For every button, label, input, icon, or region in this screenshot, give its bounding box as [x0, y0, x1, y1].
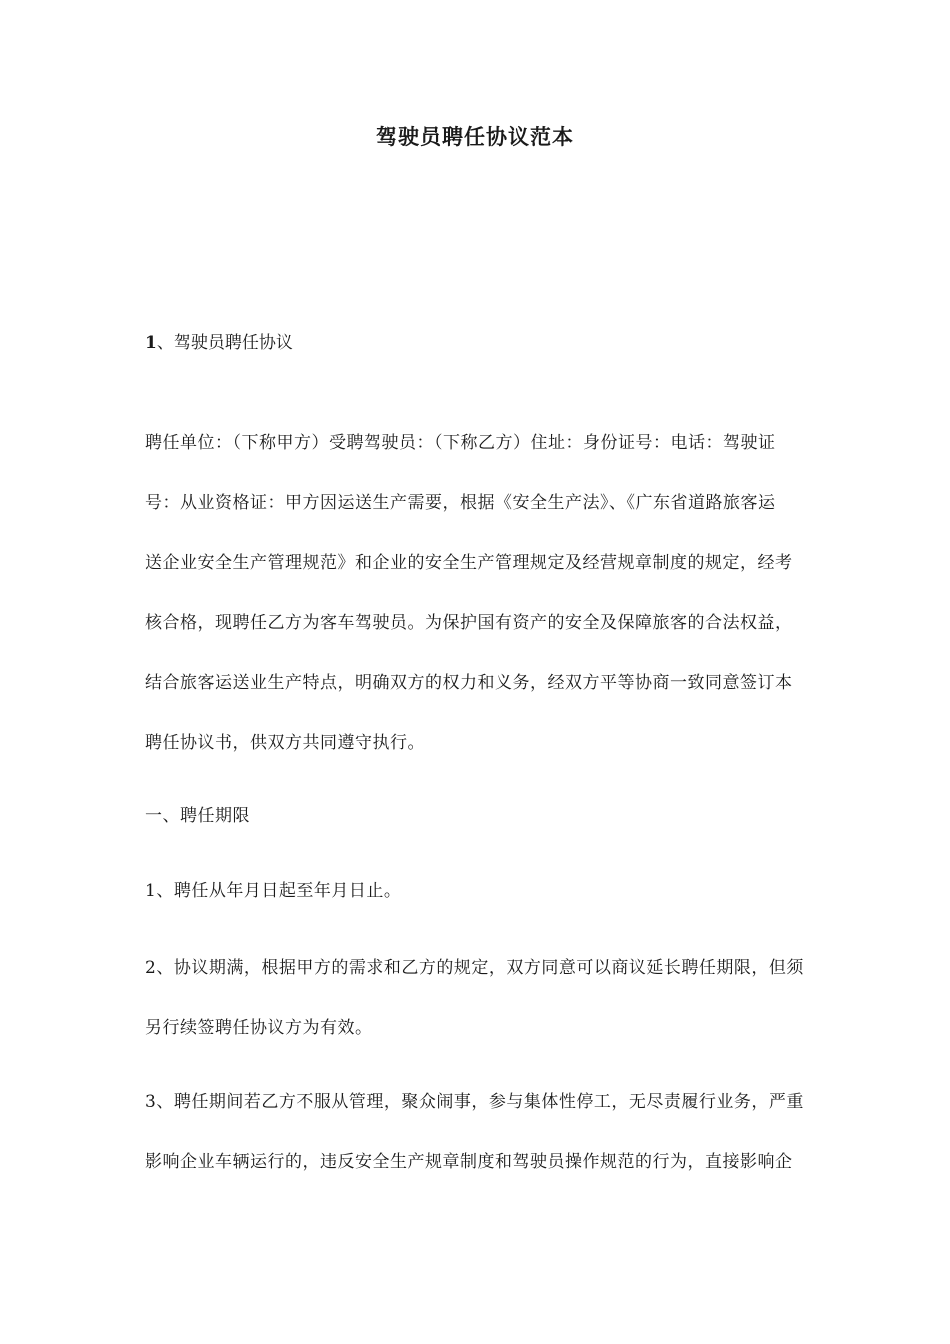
section-number: 1: [145, 333, 157, 353]
clause-line: 另行续签聘任协议方为有效。: [145, 1018, 373, 1038]
clause-2: [145, 938, 805, 1058]
intro-line: 聘任单位：（下称甲方）受聘驾驶员：（下称乙方）住址：身份证号：电话：驾驶证: [145, 433, 776, 453]
clause-line: 2、协议期满，根据甲方的需求和乙方的规定，双方同意可以商议延长聘任期限，但须: [145, 958, 804, 978]
document-title: 驾驶员聘任协议范本: [376, 124, 574, 149]
clause-1: [145, 861, 805, 921]
intro-line: 聘任协议书，供双方共同遵守执行。: [145, 733, 425, 753]
article-one-heading: [145, 786, 805, 846]
section-heading: [145, 330, 293, 356]
intro-line: 结合旅客运送业生产特点，明确双方的权力和义务，经双方平等协商一致同意签订本: [145, 673, 793, 693]
intro-line: 号：从业资格证：甲方因运送生产需要，根据《安全生产法》、《广东省道路旅客运: [145, 493, 776, 513]
clause-line: 1、聘任从年月日起至年月日止。: [145, 881, 402, 901]
section-title: 、驾驶员聘任协议: [156, 333, 293, 353]
clause-line: 影响企业车辆运行的，违反安全生产规章制度和驾驶员操作规范的行为，直接影响企: [145, 1152, 793, 1172]
article-heading-text: 一、聘任期限: [145, 806, 250, 826]
clause-3: [145, 1072, 805, 1192]
intro-line: 核合格，现聘任乙方为客车驾驶员。为保护国有资产的安全及保障旅客的合法权益，: [145, 613, 793, 633]
clause-line: 3、聘任期间若乙方不服从管理，聚众闹事，参与集体性停工，无尽责履行业务，严重: [145, 1092, 804, 1112]
intro-line: 送企业安全生产管理规范》和企业的安全生产管理规定及经营规章制度的规定，经考: [145, 553, 793, 573]
intro-paragraph: [145, 413, 805, 773]
